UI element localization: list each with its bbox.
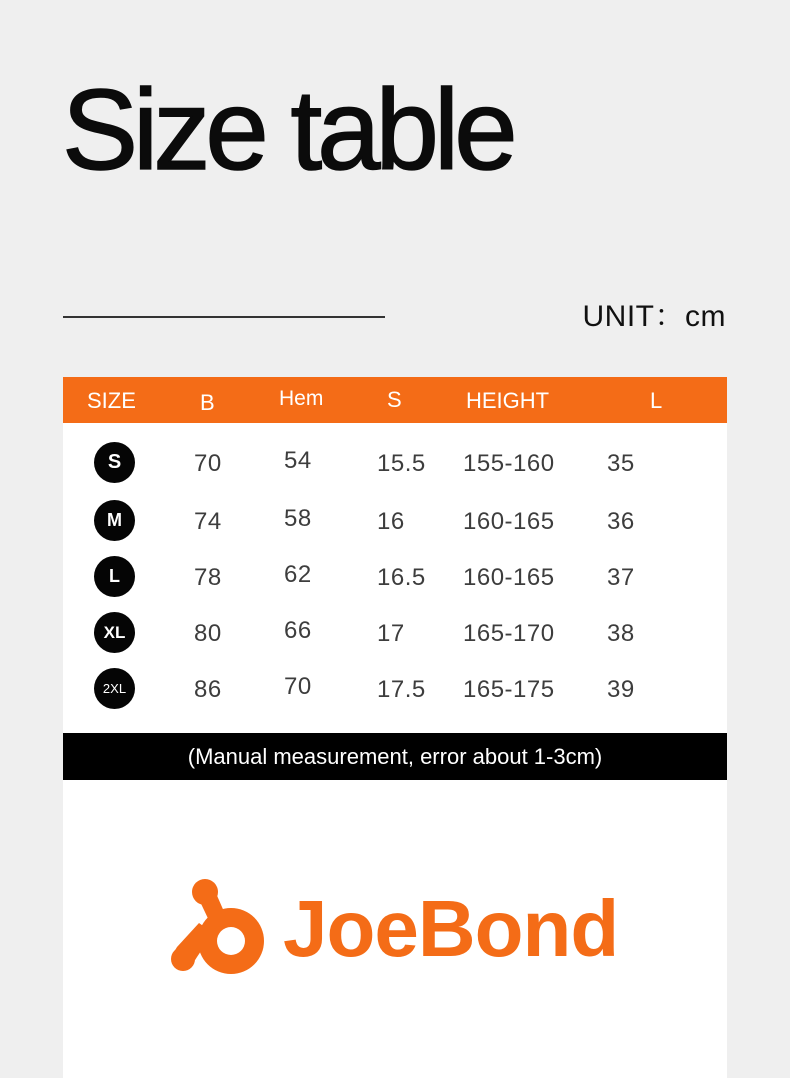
cell-s: 17 <box>377 620 405 647</box>
divider-line <box>63 316 385 318</box>
table-row <box>63 442 727 498</box>
cell-l: 36 <box>607 508 635 535</box>
unit-label: UNIT：cm <box>582 300 726 333</box>
cell-b: 80 <box>194 620 222 647</box>
cell-s: 16 <box>377 508 405 535</box>
header-size: SIZE <box>87 388 136 413</box>
size-badge: XL <box>94 612 135 653</box>
cell-l: 35 <box>607 450 635 477</box>
header-l: L <box>650 388 663 413</box>
size-badge: S <box>94 442 135 483</box>
cell-height: 155-160 <box>463 450 555 477</box>
cell-b: 86 <box>194 676 222 703</box>
cell-height: 160-165 <box>463 508 555 535</box>
cell-s: 16.5 <box>377 564 426 591</box>
cell-height: 165-170 <box>463 620 555 647</box>
header-hem: Hem <box>279 387 324 410</box>
page-title: Size table <box>62 67 513 194</box>
cell-hem: 70 <box>284 673 312 700</box>
cell-b: 78 <box>194 564 222 591</box>
brand-name: JoeBond <box>283 884 619 973</box>
header-b: B <box>200 390 215 415</box>
cell-height: 165-175 <box>463 676 555 703</box>
brand-logo <box>169 877 639 982</box>
cell-l: 37 <box>607 564 635 591</box>
cell-b: 74 <box>194 508 222 535</box>
cell-hem: 54 <box>284 447 312 474</box>
cell-height: 160-165 <box>463 564 555 591</box>
table-row <box>63 612 727 668</box>
header-s: S <box>387 387 402 412</box>
table-row <box>63 556 727 612</box>
cell-s: 17.5 <box>377 676 426 703</box>
header-height: HEIGHT <box>466 388 550 413</box>
size-badge: M <box>94 500 135 541</box>
measurement-note: (Manual measurement, error about 1-3cm) <box>63 733 727 780</box>
size-table-card <box>63 377 727 1078</box>
joebond-logo-mark-icon <box>169 877 269 982</box>
size-badge: 2XL <box>94 668 135 709</box>
table-row <box>63 500 727 556</box>
cell-hem: 62 <box>284 561 312 588</box>
cell-l: 39 <box>607 676 635 703</box>
cell-hem: 66 <box>284 617 312 644</box>
table-header <box>63 377 727 423</box>
cell-s: 15.5 <box>377 450 426 477</box>
cell-hem: 58 <box>284 505 312 532</box>
size-badge: L <box>94 556 135 597</box>
cell-l: 38 <box>607 620 635 647</box>
cell-b: 70 <box>194 450 222 477</box>
table-row <box>63 668 727 724</box>
